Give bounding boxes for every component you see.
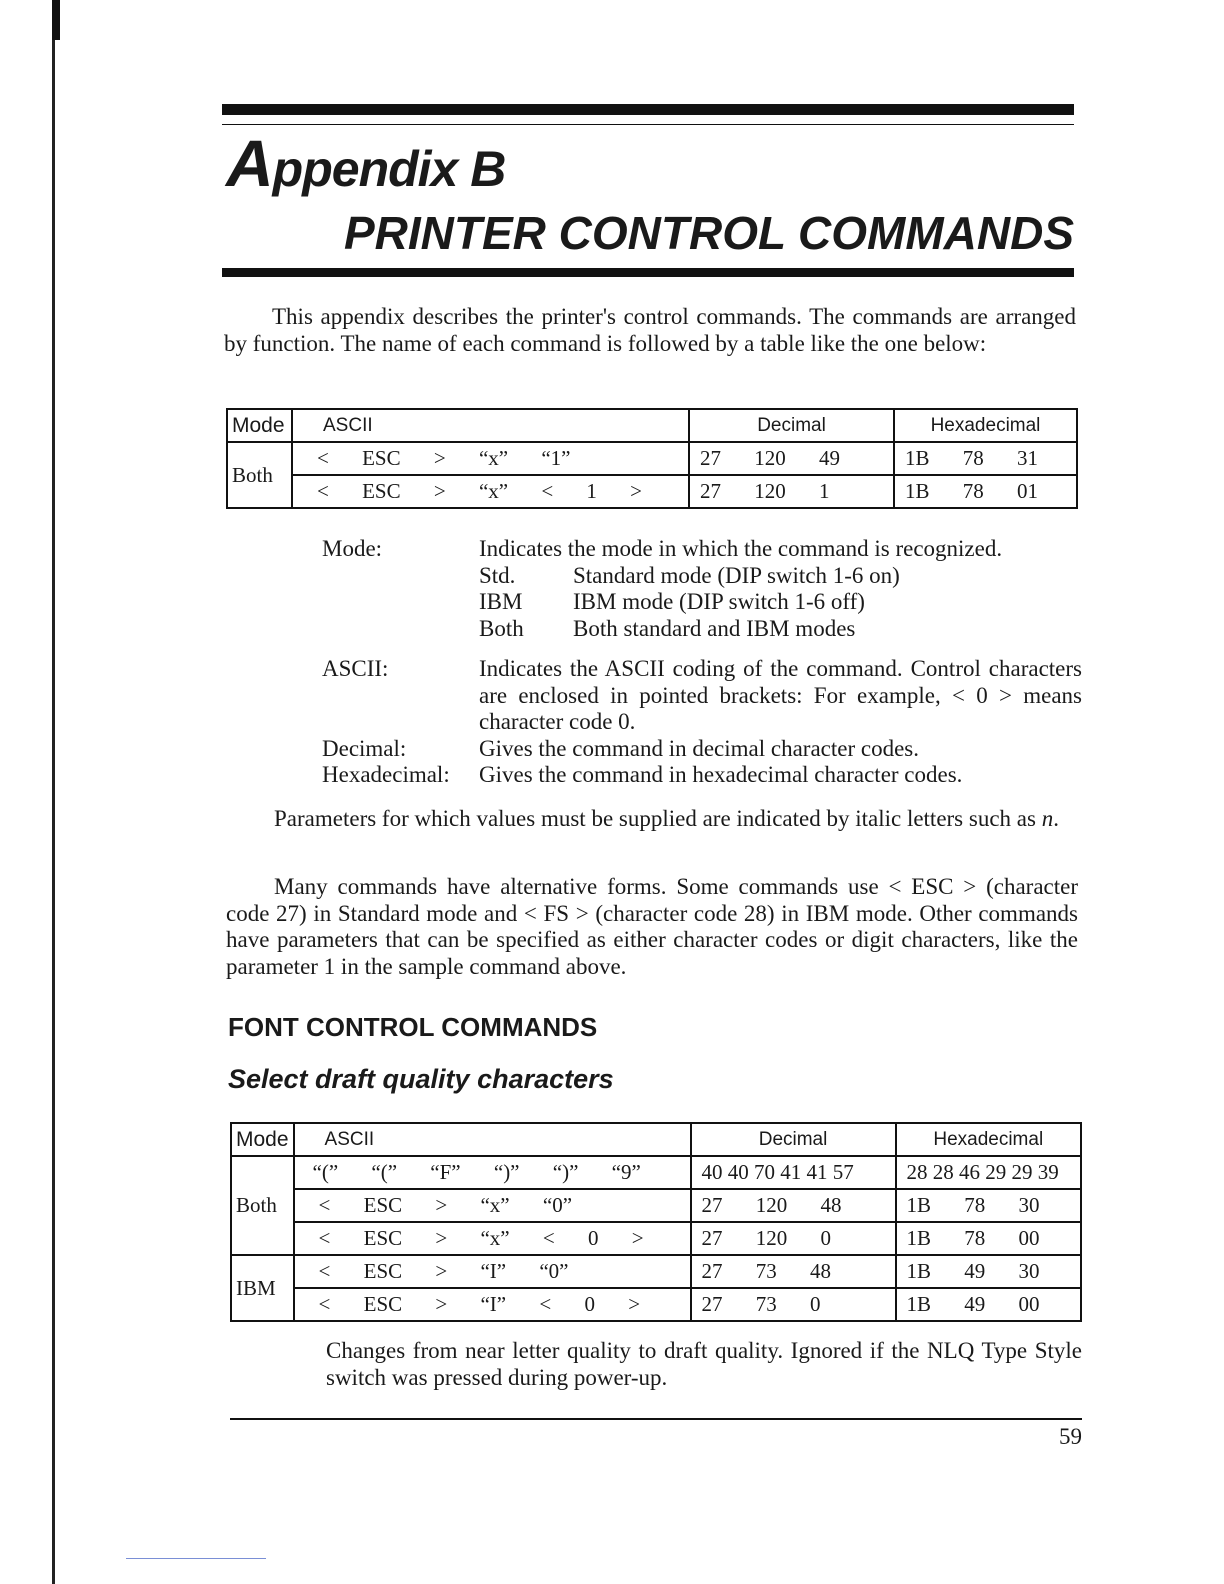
table-header-row [231,1123,1081,1156]
appendix-initial: A [226,126,273,200]
table-row [231,1222,1081,1255]
page-number: 59 [1059,1424,1082,1449]
appendix-label: ppendix B [272,141,506,197]
definition-term: Decimal: [322,735,407,761]
decimal-cell: 27 73 48 [691,1255,896,1288]
command-heading: Select draft quality characters [228,1064,614,1094]
table-row [231,1288,1081,1321]
definition-term: Hexadecimal: [322,762,450,787]
header-decimal: Decimal [689,409,894,442]
decimal-cell: 27 120 49 [689,442,894,475]
hex-cell: 1B 78 00 [896,1222,1081,1255]
footer-rule [230,1418,1082,1420]
hex-cell: 1B 49 30 [896,1255,1081,1288]
parameters-paragraph: Parameters for which values must be supplied are indicated by italic letters such as n. [274,806,1059,831]
header-hex: Hexadecimal [896,1123,1081,1156]
field-definitions [322,536,1082,789]
ascii-cell: “(” “(” “F” “)” “)” “9” [294,1156,691,1189]
table-row [227,442,1077,475]
top-rule-thin [222,124,1074,125]
table-header-row [227,409,1077,442]
ascii-cell: < ESC > “I” “0” [294,1255,691,1288]
decimal-cell: 40 40 70 41 41 57 [691,1156,896,1189]
definition-text: Indicates the mode in which the command is recognized. [479,536,1003,561]
decimal-cell: 27 120 0 [691,1222,896,1255]
hex-cell: 1B 78 01 [894,475,1077,508]
mode-cell: Both [227,442,292,508]
definition-text: Gives the command in decimal character codes. [479,735,920,761]
table-row [231,1156,1081,1189]
mode-item: Std. Standard mode (DIP switch 1-6 on) [479,562,900,588]
header-decimal: Decimal [691,1123,896,1156]
definition-mode [322,536,1082,642]
definition-term: ASCII: [322,656,389,681]
definition-text: Indicates the ASCII coding of the command. Control characters are enclosed in pointed brackets: For example, < 0 > means character code 0. [479,656,1082,734]
title-rule [222,268,1074,277]
decimal-cell: 27 120 48 [691,1189,896,1222]
definition-ascii [322,656,1082,736]
hex-cell: 28 28 46 29 29 39 [896,1156,1081,1189]
header-mode: Mode [227,409,292,442]
section-heading: FONT CONTROL COMMANDS [228,1012,598,1042]
header-ascii: ASCII [292,409,689,442]
table-row [231,1255,1081,1288]
intro-paragraph: This appendix describes the printer's control commands. The commands are arranged by function. The name of each command is followed by a table like the one below: [224,304,1076,356]
ascii-cell: < ESC > “x” < 0 > [294,1222,691,1255]
hex-cell: 1B 78 31 [894,442,1077,475]
scan-edge [52,0,55,1584]
alternative-forms-paragraph: Many commands have alternative forms. Some commands use < ESC > (character code 27) in Standard mode and < FS > (character code 28) in IBM mode. Other commands have parameters that can be specified as either character codes or digit characters, like the parameter 1 in the sample command above. [226,874,1078,979]
table-row [227,475,1077,508]
table-row [231,1189,1081,1222]
ascii-cell: < ESC > “x” “0” [294,1189,691,1222]
sample-command-table [226,408,1078,509]
definition-term: Mode: [322,536,383,561]
draft-description: Changes from near letter quality to draft quality. Ignored if the NLQ Type Style switch was pressed during power-up. [326,1338,1082,1390]
ascii-cell: < ESC > “x” < 1 > [292,475,689,508]
decimal-cell: 27 73 0 [691,1288,896,1321]
hex-cell: 1B 49 00 [896,1288,1081,1321]
definition-text: Gives the command in hexadecimal character codes. [479,762,963,787]
page-title: PRINTER CONTROL COMMANDS [343,207,1074,259]
draft-command-table [230,1122,1082,1322]
definition-decimal [322,736,1082,763]
definition-hexadecimal [322,762,1082,789]
mode-cell: Both [231,1156,294,1255]
scan-artifact-line [126,1558,266,1559]
ascii-cell: < ESC > “x” “1” [292,442,689,475]
header-mode: Mode [231,1123,294,1156]
ascii-cell: < ESC > “I” < 0 > [294,1288,691,1321]
top-rule [222,104,1074,115]
mode-item: IBM IBM mode (DIP switch 1-6 off) [479,589,865,614]
appendix-title [226,126,506,200]
header-hex: Hexadecimal [894,409,1077,442]
hex-cell: 1B 78 30 [896,1189,1081,1222]
decimal-cell: 27 120 1 [689,475,894,508]
mode-item: Both Both standard and IBM modes [479,615,856,641]
scan-edge-mark [52,0,60,40]
mode-cell: IBM [231,1255,294,1321]
header-ascii: ASCII [294,1123,691,1156]
